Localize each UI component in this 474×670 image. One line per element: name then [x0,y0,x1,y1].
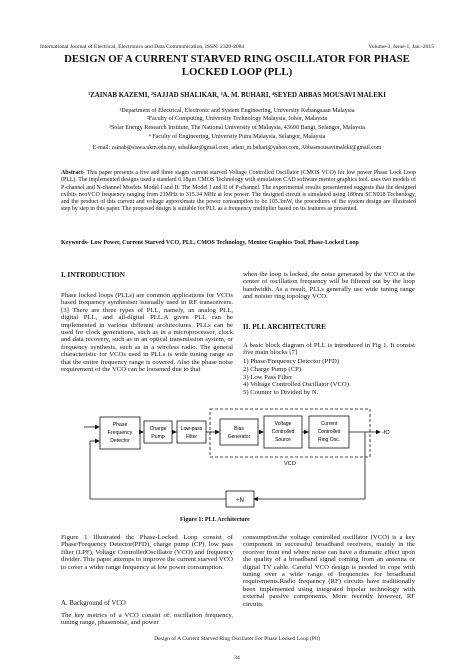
list-item: 4) Voltage Controlled Oscillator (VCO) [243,381,349,389]
output-label: -fO [382,430,390,436]
figure-description: Figure 1 Illustrated the Phase-Locked Loop consist of Phase/Frequency Detector(PFD), charge pump (CP), low pass filter (LPF), Voltage ControlledOscillator (VCO) and frequency divider. This paper attemps to improve the current starved VCO to cover a wider range frequency at low power consumption. [61,534,233,571]
footer-title: Design of A Current Starved Ring Oscillator For Phase Locked Loop (Pll) [154,636,320,642]
intro-heading: I. INTRODUCTION [61,271,125,279]
figure-caption: Figure 1: PLL Architecture [180,517,250,523]
affiliation-4: ⁴ Faculty of Engineering, University Putra Malaysia, Selangor, Malaysia [148,134,326,140]
title-line-2: LOCKED LOOP (PLL) [181,65,293,78]
list-item: 2) Charge Pump (CP) [243,365,302,373]
divider-label: ÷N [236,498,244,504]
abstract-text: This paper presents a five and three stages current starved Voltage Controlled Oscillator (CMOS VCO) for low power Phase Lock Loop (PLL). The implemented designs used a standard 0.18μm CMOS Technology with simulation CAD software mentor graphics tool. uses two models of P-channel and N-channel Mosfets Model I and II. The Model I and II of P-channel. The experimental results presentented suggests that the designed exibits twoVCO frequency ranging from 21MHz to 315.34 MHz at low power. The designed circuit is simulated using 180nm SCN018 Technology, and the product of this current and voltage approximate the power consumption to be 105.3mW, the procedures of the system design are illustrated step by step in this paper. The proposed design is suitable for PLL as a frequency multiplier based on its features as presented. [61,170,416,213]
affiliation-3: ³Solar Energy Research Institute, The National University of Malaysia, 43600 Bangi, Selangor, Malaysia [109,125,365,131]
page-number: 34 [234,655,240,661]
vcs-label-3: Source [275,437,291,443]
vcs-label-1: Voltage [274,421,292,427]
ring-label-3: Ring Osc. [318,437,340,443]
affiliation-2: ²Faculty of Computing, University Technology Malaysia, Johor, Malaysia [146,116,328,122]
pll-block-diagram [80,403,400,515]
keywords: Keywords- Low Power, Current Starved VCO, PLL, CMOS Technology, Mentor Graphics Tool, Phase-Locked Loop [61,240,359,246]
authors: ¹ZAINAB KAZEMI, ²SAJJAD SHALIKAR, ³A. M. BUHARI, ⁴SEYED ABBAS MOUSAVI MALEKI [88,92,386,99]
subsection-heading: A. Background of VCO [61,600,126,607]
pll-block-list [243,358,415,397]
paper-title [40,53,434,78]
bias-label-1: Bias [234,426,244,432]
bias-label-2: Generator [227,434,251,440]
cp-label-2: Pump [151,434,165,440]
cp-label-1: Charge [149,426,167,432]
ring-label-1: Current [320,421,338,427]
right-col-bottom-text: consumption.the voltage controlled oscillator (VCO) is a key component in successful broadband receivers, mainly in the receiver front end where noise can have a dramatic effect upon the quality of a broadband signal coming from an antenna or digital TV cable. Careful VCO design is needed to cope with tuning over a wide range of frequencies for broadband requirements.Radio frequency (RF) circuits have traditionally been implemented using integrated bipolar technology with external passive components. More recently however, RF circuits [243,534,415,608]
journal-header: International Journal of Electrical, Electronics and Data Communication, ISSN: 2320-2084 [40,44,245,50]
vco-metrics-text: The key metrics of a VCO consist of: oscillation frequency, tuning range, phasenoise, and power [61,612,233,627]
lpf-label-1: Low-pass [180,426,203,432]
vcs-label-2: Controlled [271,429,295,435]
list-item: 3) Low Pass Filter [243,373,293,381]
pll-heading: II. PLL ARCHITECTURE [243,323,326,331]
affiliation-1: ¹Department of Electrical, Electronic and System Engineering, University Kebangsaan Malaysia [119,108,355,114]
volume-header: Volume-3, Issue-1, Jan.-2015 [368,44,434,50]
vco-label: VCO [284,461,296,467]
bias-generator-block [220,419,258,445]
intro-text: Phase locked loops (PLLs) are common applications for VCOs based frequency synthesiser isusually used in RF transceivers.[3] There are three types of PLL, namely, an analog PLL, digital PLL, and all-digital PLL.A given PLL can be implemented in various different architectures. PLLs can be used for clock generations, such as in a microprocessor, clock and data recovery, such as in an optical transmission system, or frequency synthesis, such as in a wireless radio. The general characteristic for VCOs used in PLLs is wide tuning range so that the entire frequency range is covered. Also the phase noise requirement of the VCO can be loosened due to that [61,292,233,374]
email-line: E-mail: zainab@siswa.ukm.edu.my, sshalikar@gmail.com, adam_m.buhari@yahoo.com, Abbasmousavimaleki@gmail.com [92,145,382,151]
lpf-label-2: Filter [185,434,198,440]
pfd-label-1: Phase [112,422,128,428]
ring-label-2: Controlled [317,429,341,435]
abstract [61,170,416,214]
right-col-text: when the loop is locked, the noise generated by the VCO at the center of oscillation frequency will be filtered out by the loop bandwidth. As a result, PLLs generally use wide tuning range and noisier ring topology VCO. [243,271,415,301]
abstract-label: Abstract- [61,170,85,176]
pfd-label-2: Frequency [107,430,133,436]
pll-intro: A basic block diagram of PLL is introduced in Fig 1. It consist five main blocks [7] [243,342,415,357]
title-line-1: DESIGN OF A CURRENT STARVED RING OSCILLATOR FOR PHASE [64,53,410,65]
list-item: 1) Phase/Frequency Detector (PFD) [243,358,340,365]
list-item: 5) Counter to Divided by N. [243,389,319,397]
pfd-label-3: Detector [110,438,130,444]
